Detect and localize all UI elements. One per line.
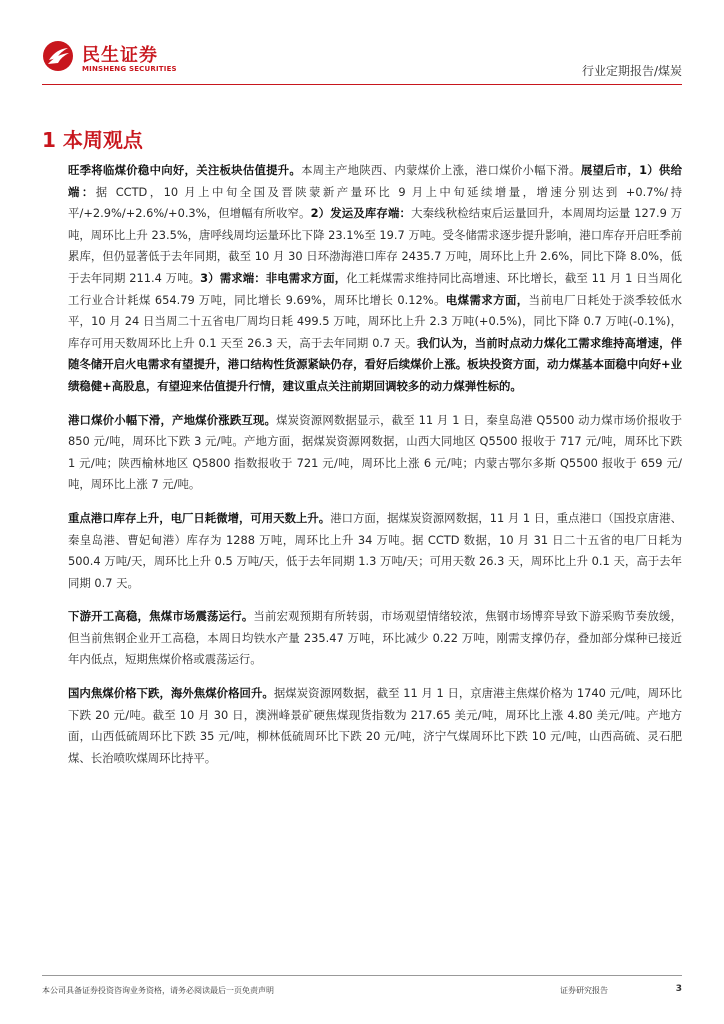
bold-text-run: 展望后市，1）供给端：: [68, 163, 682, 199]
header-divider: [42, 84, 682, 85]
page-header: [0, 0, 724, 90]
brand-name-cn: 民生证券: [82, 45, 158, 66]
text-run: 当前电厂日耗处于淡季较低水平，10 月 24 日当周二十五省电厂周均日耗 499.5 万吨，周环比上升 2.3 万吨(+0.5%)，同比下降 0.7 万吨(-0.1%)，库存可用天数周环比上升 0.1 天至 26.3 天，高于去年同期 0.7 天。: [68, 292, 682, 350]
text-run: 据煤炭资源网数据，截至 11 月 1 日，京唐港主焦煤价格为 1740 元/吨，周环比下跌 20 元/吨。截至 10 月 30 日，澳洲峰景矿硬焦煤现货指数为 217.65 美元/吨，周环比上涨 4.80 美元/吨。产地方面，山西低硫周环比下跌 35 元/吨，柳林低硫周环比下跌 20 元/吨，济宁气煤周环比下跌 10 元/吨，山西高硫、灵石肥煤、长治喷吹煤周环比持平。: [68, 686, 682, 765]
bold-text-run: 我们认为，当前时点动力煤化工需求维持高增速，伴随冬储开启火电需求有望提升，港口结构性货源紧缺仍存，看好后续煤价上涨。板块投资方面，动力煤基本面稳中向好+业绩稳健+高股息，有望迎来估值提升行情，建议重点关注前期回调较多的动力煤弹性标的。: [68, 335, 682, 393]
text-run: 据 CCTD，10 月上中旬全国及晋陕蒙新产量环比 9 月上中旬延续增量，增速分别达到 +0.7%/持平/+2.9%/+2.6%/+0.3%，但增幅有所收窄。: [68, 184, 682, 221]
paragraph: [68, 508, 682, 594]
text-run: 化工耗煤需求维持同比高增速、环比增长，截至 11 月 1 日当周化工行业合计耗煤 654.79 万吨，同比增长 9.69%，周环比增长 0.12%。: [68, 270, 682, 307]
footer-divider: [42, 975, 682, 976]
section-title: 1 本周观点: [42, 128, 143, 152]
paragraph: [68, 160, 682, 398]
bold-text-run: 下游开工高稳，焦煤市场震荡运行。: [68, 609, 254, 624]
bold-text-run: 国内焦煤价格下跌，海外焦煤价格回升。: [68, 686, 274, 701]
footer-category: 证券研究报告: [560, 986, 608, 995]
bold-text-run: 重点港口库存上升，电厂日耗微增，可用天数上升。: [68, 510, 331, 525]
bold-text-run: 港口煤价小幅下滑，产地煤价涨跌互现。: [68, 412, 277, 427]
page-number: 3: [675, 984, 682, 994]
paragraph: [68, 683, 682, 769]
bold-text-run: 旺季将临煤价稳中向好，关注板块估值提升。: [68, 163, 302, 177]
paragraph: [68, 606, 682, 671]
bold-text-run: 3）需求端：非电需求方面，: [200, 270, 347, 285]
report-type: 行业定期报告/煤炭: [581, 64, 682, 78]
bold-text-run: 2）发运及库存端：: [310, 206, 412, 221]
text-run: 本周主产地陕西、内蒙煤价上涨，港口煤价小幅下滑。: [301, 163, 581, 177]
text-run: 大秦线秋检结束后运量回升，本周周均运量 127.9 万吨，周环比上升 23.5%，唐呼线周均运量环比下降 23.1%至 19.7 万吨。受冬储需求逐步提升影响，港口库存开启旺季前累库，但仍显著低于去年同期，截至 10 月 30 日环渤海港口库存 2435.7 万吨，周环比上升 2.6%，同比下降 8.0%，低于去年同期 211.4 万吨。: [68, 206, 683, 285]
text-run: 煤炭资源网数据显示，截至 11 月 1 日，秦皇岛港 Q5500 动力煤市场价报收于 850 元/吨，周环比下跌 3 元/吨。产地方面，据煤炭资源网数据，山西大同地区 Q5500 报收于 717 元/吨，周环比下跌 1 元/吨；陕西榆林地区 Q5800 指数报收于 721 元/吨，周环比上涨 6 元/吨；内蒙古鄂尔多斯 Q5500 报收于 659 元/吨，周环比上涨 7 元/吨。: [68, 412, 682, 492]
text-run: 当前宏观预期有所转弱，市场观望情绪较浓，焦钢市场博弈导致下游采购节奏放缓，但当前焦钢企业开工高稳，本周日均铁水产量 235.47 万吨，环比减少 0.22 万吨，刚需支撑仍存，叠加部分煤种已接近年内低点，短期焦煤价格或震荡运行。: [68, 609, 682, 667]
minsheng-logo-icon: [42, 40, 74, 72]
brand-logo: [42, 40, 182, 78]
paragraph: [68, 410, 682, 496]
report-body: [68, 160, 682, 781]
brand-name-en: MINSHENG SECURITIES: [82, 65, 177, 73]
text-run: 港口方面，据煤炭资源网数据，11 月 1 日，重点港口（国投京唐港、秦皇岛港、曹妃甸港）库存为 1288 万吨，周环比上升 34 万吨。据 CCTD 数据，10 月 31 日二十五省的电厂日耗为 500.4 万吨/天，周环比上升 0.5 万吨/天，低于去年同期 1.3 万吨/天；可用天数 26.3 天，周环比上升 0.1 天，高于去年同期 0.7 天。: [68, 510, 682, 590]
bold-text-run: 电煤需求方面，: [445, 292, 529, 307]
footer-disclaimer: 本公司具备证券投资咨询业务资格，请务必阅读最后一页免责声明: [42, 986, 274, 995]
